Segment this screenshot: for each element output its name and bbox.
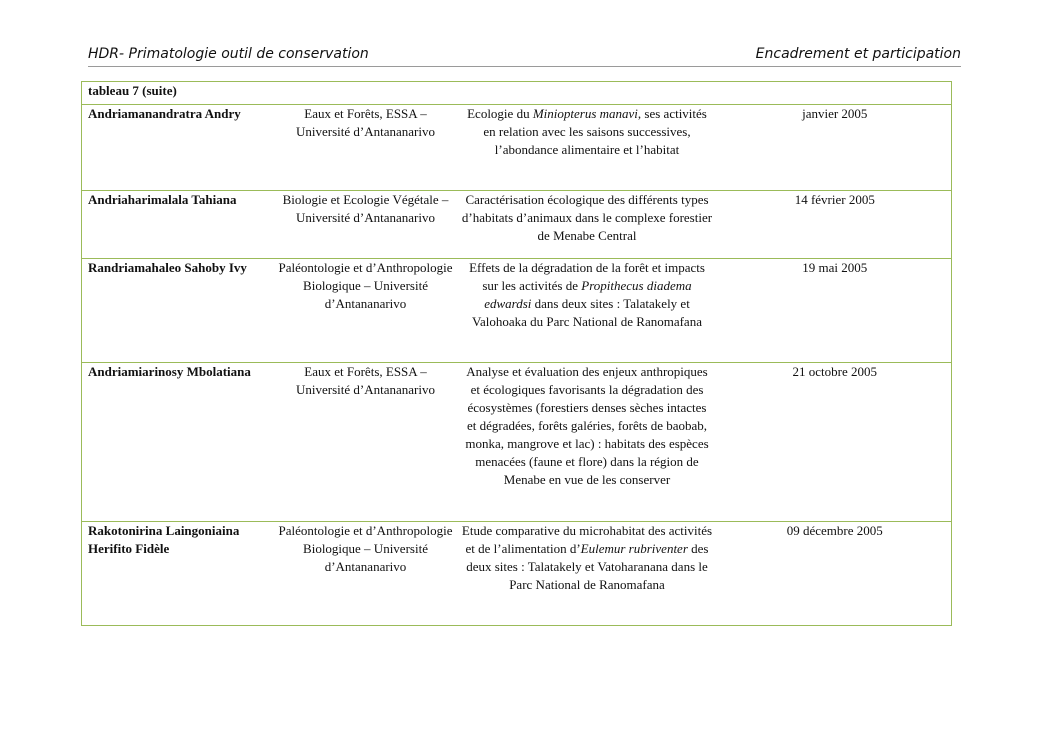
- thesis-topic: [456, 363, 715, 522]
- topic-text: Caractérisation écologique des différents types d’habitats d’animaux dans le complexe forestier de Menabe Central: [461, 192, 713, 243]
- table-row: [82, 259, 952, 363]
- thesis-topic: [456, 105, 715, 191]
- table-row: [82, 105, 952, 191]
- institution: Paléontologie et d’Anthropologie Biologique – Université d’Antananarivo: [272, 259, 456, 363]
- defense-date: 09 décembre 2005: [715, 522, 952, 626]
- topic-text: , ses activités en relation avec les saisons successives, l’abondance alimentaire et l’habitat: [483, 106, 707, 157]
- institution: Eaux et Forêts, ESSA – Université d’Antananarivo: [272, 105, 456, 191]
- thesis-topic: [456, 191, 715, 259]
- species-name: Miniopterus manavi: [532, 106, 638, 121]
- defense-date: janvier 2005: [715, 105, 952, 191]
- institution: Biologie et Ecologie Végétale – Université d’Antananarivo: [272, 191, 456, 259]
- header-section: Encadrement et participation: [755, 46, 961, 62]
- institution: Paléontologie et d’Anthropologie Biologique – Université d’Antananarivo: [272, 522, 456, 626]
- thesis-topic: [456, 522, 715, 626]
- student-name: Rakotonirina Laingoniaina Herifito Fidèle: [82, 522, 272, 626]
- topic-text: dans deux sites : Talatakely et Valohoaka du Parc National de Ranomafana: [472, 296, 702, 329]
- topic-text: Analyse et évaluation des enjeux anthropiques et écologiques favorisants la dégradation des écosystèmes (forestiers denses sèches intactes et dégradées, forêts galéries, forêts de baobab, monka, mangrove et lac) : habitats des espèces menacées (faune et flore) dans la région de Menabe en vue de les conserver: [465, 364, 709, 487]
- table-caption: tableau 7 (suite): [82, 82, 952, 105]
- table-row: [82, 191, 952, 259]
- header-title: HDR- Primatologie outil de conservation: [88, 46, 369, 62]
- table-row: [82, 363, 952, 522]
- defense-date: 14 février 2005: [715, 191, 952, 259]
- student-name: Andriaharimalala Tahiana: [82, 191, 272, 259]
- student-name: Randriamahaleo Sahoby Ivy: [82, 259, 272, 363]
- table-row: [82, 522, 952, 626]
- species-name: Eulemur rubriventer: [580, 541, 688, 556]
- page-header: [88, 44, 961, 67]
- student-name: Andriamanandratra Andry: [82, 105, 272, 191]
- defense-date: 21 octobre 2005: [715, 363, 952, 522]
- topic-text: des deux sites : Talatakely et Vatoharanana dans le Parc National de Ranomafana: [466, 541, 709, 592]
- thesis-topic: [456, 259, 715, 363]
- supervision-table: [81, 81, 952, 626]
- table-caption-row: [82, 82, 952, 105]
- student-name: Andriamiarinosy Mbolatiana: [82, 363, 272, 522]
- institution: Eaux et Forêts, ESSA – Université d’Antananarivo: [272, 363, 456, 522]
- species-name: Propithecus diadema edwardsi: [484, 278, 692, 311]
- topic-text: Etude comparative du microhabitat des activités et de l’alimentation d’: [461, 523, 713, 556]
- defense-date: 19 mai 2005: [715, 259, 952, 363]
- topic-text: Ecologie du: [467, 106, 533, 121]
- topic-text: Effets de la dégradation de la forêt et impacts sur les activités de: [469, 260, 705, 293]
